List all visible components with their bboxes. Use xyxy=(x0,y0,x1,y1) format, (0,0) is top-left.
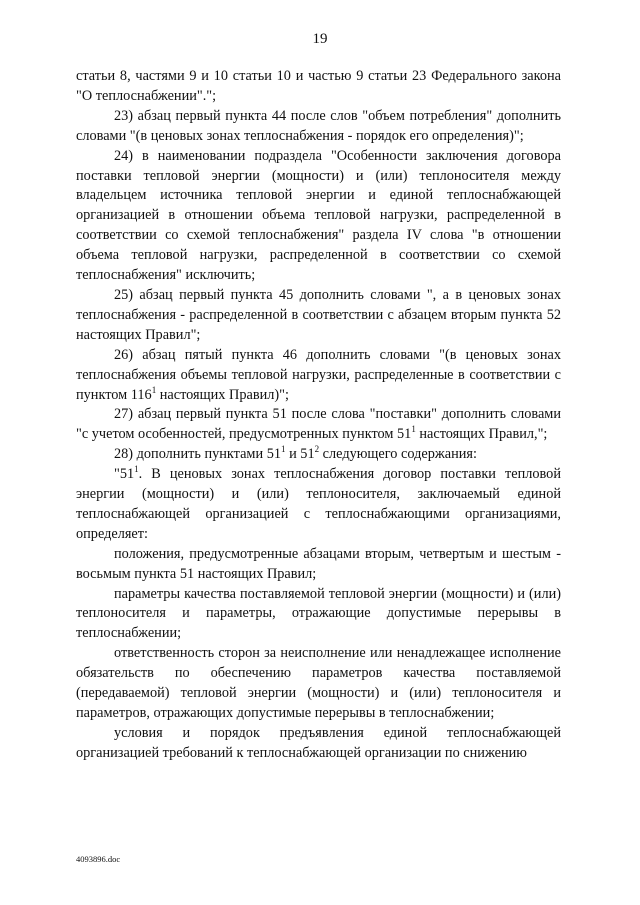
paragraph-item-26: 26) абзац пятый пункта 46 дополнить словами "(в ценовых зонах теплоснабжения объемы тепловой нагрузки, распределенные в соответствии с пунктом $116^1$ настоящих Правил)"; xyxy=(76,346,561,403)
paragraph-item-27: 27) абзац первый пункта 51 после слова "поставки" дополнить словами "с учетом особенностей, предусмотренных пунктом $51^1$ настоящих Правил,"; xyxy=(76,406,561,443)
paragraph-item-28: 28) дополнить пунктами $51^1$ и $51^2$ следующего содержания: xyxy=(114,444,477,463)
paragraph-item-25: 25) абзац первый пункта 45 дополнить словами ", а в ценовых зонах теплоснабжения - распределенной в соответствии с абзацем вторым пункта 52 настоящих Правил"; xyxy=(76,286,561,343)
document-filename: 4093896.doc xyxy=(76,854,121,864)
paragraph-item-23: 23) абзац первый пункта 44 после слов "объем потребления" дополнить словами "(в ценовых зонах теплоснабжения - порядок его определения)"; xyxy=(76,107,561,144)
document-body xyxy=(76,67,561,764)
quoted-paragraph-responsibility: ответственность сторон за неисполнение или ненадлежащее исполнение обязательств по обеспечению параметров качества поставляемой (передаваемой) тепловой энергии (мощности) и (или) теплоносителя и параметров, отражающих допустимые перерывы в теплоснабжении; xyxy=(76,645,561,721)
page-number: 19 xyxy=(312,31,328,47)
paragraph-item-24: 24) в наименовании подраздела "Особенности заключения договора поставки тепловой энергии (мощности) и (или) теплоносителя между владельцем источника тепловой энергии и единой теплоснабжающей организацией в отношении объема тепловой нагрузки, распределенной в соответствии со схемой теплоснабжения" раздела IV слова "в отношении объема тепловой нагрузки, распределенной в соответствии со схемой теплоснабжения" исключить; xyxy=(76,147,561,284)
quoted-paragraph-conditions: условия и порядок предъявления единой теплоснабжающей организацией требований к теплоснабжающей организации по снижению xyxy=(76,724,561,761)
quoted-paragraph-provisions: положения, предусмотренные абзацами вторым, четвертым и шестым - восьмым пункта 51 настоящих Правил; xyxy=(76,545,561,582)
quoted-paragraph-quality: параметры качества поставляемой тепловой энергии (мощности) и (или) теплоносителя и параметры, отражающие допустимые перерывы в теплоснабжении; xyxy=(76,585,561,642)
paragraph-continuation: статьи 8, частями 9 и 10 статьи 10 и частью 9 статьи 23 Федерального закона "О теплоснабжении"."; xyxy=(76,68,561,104)
quoted-paragraph-51-1: "$51^1$. В ценовых зонах теплоснабжения договор поставки тепловой энергии (мощности) и (или) теплоносителя, заключаемый единой теплоснабжающей организацией с теплоснабжающими организациями, определяет: xyxy=(76,464,561,542)
